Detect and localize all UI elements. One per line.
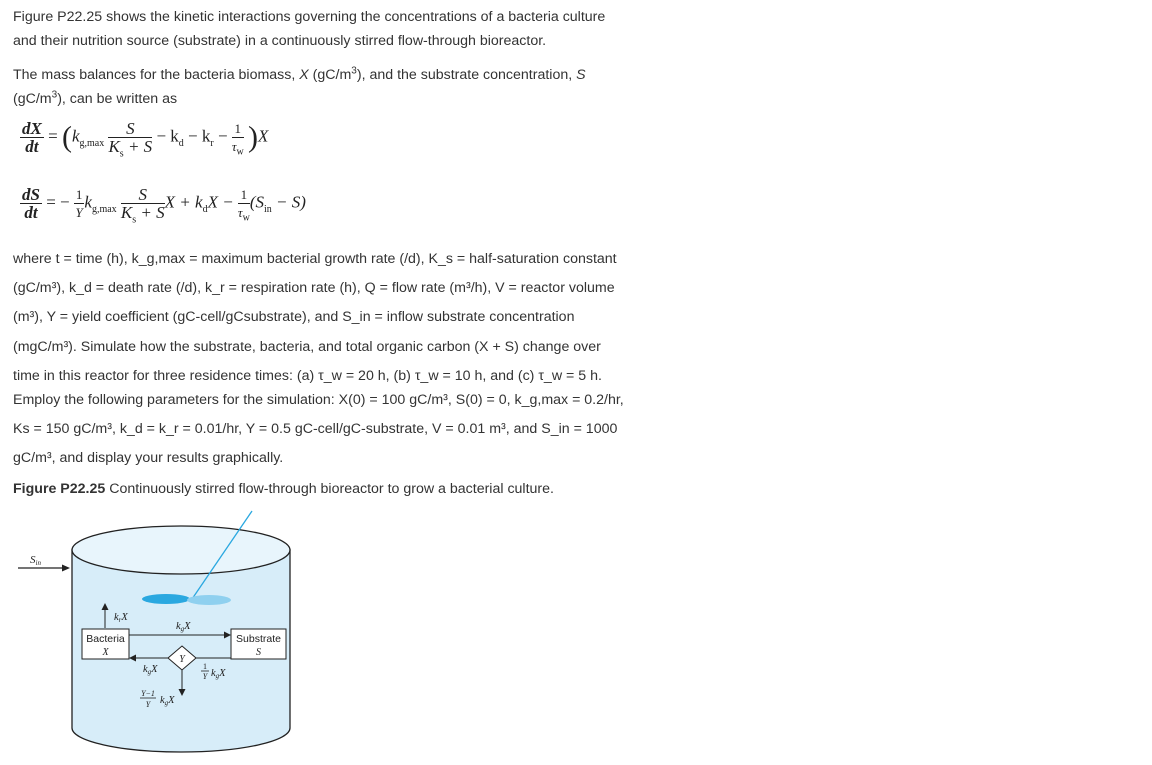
intro-paragraph	[13, 5, 605, 53]
definitions-line-2: (gC/m³), k_d = death rate (/d), k_r = respiration rate (h), Q = flow rate (m³/h), V = reactor volume	[13, 280, 615, 297]
var-x: X	[299, 67, 309, 83]
definitions-line-5: time in this reactor for three residence times: (a) τ_w = 20 h, (b) τ_w = 10 h, and (c) τ_w = 5 h.	[13, 367, 602, 384]
yield-label: Y	[179, 654, 185, 665]
growth-top-label: kgX	[176, 621, 191, 633]
mass-balance-text: The mass balances for the bacteria biomass,	[13, 67, 300, 83]
unit-exp: 3	[351, 65, 357, 77]
bacteria-label: Bacteria	[86, 633, 125, 645]
inflow-arrowhead	[62, 565, 70, 572]
definitions-paragraph	[13, 245, 617, 391]
eq2-tau-fraction: $\frac{1}{\tau_w}$	[237, 187, 250, 224]
definitions-line-4: (mgC/m³). Simulate how the substrate, bacteria, and total organic carbon (X + S) change over	[13, 338, 601, 355]
uptake-frac-num: 1	[203, 662, 207, 671]
can-be-written-text: ), can be written as	[57, 91, 178, 107]
parameters-line-1: Employ the following parameters for the simulation: X(0) = 100 gC/m³, S(0) = 0, k_g,max = 0.2/hr,	[13, 392, 624, 408]
stirrer-blade-light	[187, 595, 231, 605]
unit-exp-2: 3	[51, 89, 58, 101]
inflow-label: Sin	[30, 554, 41, 567]
equation-1: $\frac{dX}{dt}$ = ($k_{g,max}$ $\frac{S}{K_s + S}$ − $k_d - k_r$ − $\frac{1}{\tau_w}$ )X	[22, 119, 269, 160]
unit-text-2: (gC/m	[13, 91, 52, 107]
intro-line-1: Figure P22.25 shows the kinetic interactions governing the concentrations of a bacteria culture	[13, 9, 606, 25]
parameters-paragraph	[13, 386, 624, 474]
mass-balance-text-2: ), and the substrate concentration,	[356, 67, 577, 83]
substrate-label: Substrate	[236, 633, 281, 645]
eq1-minus-kd: − k	[156, 126, 179, 146]
bioreactor-diagram	[0, 500, 420, 765]
eq2-yield-fraction: $\frac{1}{Y}$	[75, 187, 83, 220]
eq1-monod-fraction: $\frac{S}{K_s + S}$	[108, 119, 153, 160]
stirrer-blade-dark	[142, 594, 190, 604]
parameters-line-2: Ks = 150 gC/m³, k_d = k_r = 0.01/hr, Y = 0.5 gC-cell/gC-substrate, V = 0.01 m³, and S_in = 1000	[13, 421, 618, 438]
growth-left-label: kgX	[143, 664, 158, 676]
substrate-var: S	[256, 647, 261, 658]
equation-2: $\frac{dS}{dt}$ = − $\frac{1}{Y}$ $k_{g,max}$ $\frac{S}{K_s + S}$ $X + k_dX$ − $\frac{1}{\tau_w}$ $(S_{in} - S)$	[22, 185, 306, 226]
loss-label: kgX	[160, 695, 175, 707]
bacteria-var: X	[102, 647, 109, 658]
loss-frac-den: Y	[145, 700, 151, 709]
unit-text: (gC/m	[308, 67, 352, 83]
eq1-tau-fraction: $\frac{1}{\tau_w}$	[231, 121, 244, 158]
loss-frac-num: Y−1	[141, 689, 155, 698]
eq2-monod-fraction: $\frac{S}{K_s + S}$	[120, 185, 165, 226]
caption-text: Continuously stirred flow-through bioreactor to grow a bacterial culture.	[105, 481, 554, 497]
uptake-frac-den: Y	[202, 672, 208, 681]
figure-caption	[13, 477, 554, 501]
intro-line-2: and their nutrition source (substrate) in a continuously stirred flow-through bioreactor.	[13, 33, 547, 49]
definitions-line-1: where t = time (h), k_g,max = maximum bacterial growth rate (/d), K_s = half-saturation constant	[13, 251, 617, 267]
eq1-lhs: $\frac{dX}{dt}$	[22, 119, 42, 156]
var-s: S	[576, 67, 586, 83]
uptake-label: kgX	[211, 668, 226, 680]
definitions-line-3: (m³), Y = yield coefficient (gC-cell/gCsubstrate), and S_in = inflow substrate concentration	[13, 309, 575, 326]
eq1-k-sub: g,max	[79, 137, 105, 149]
caption-label: Figure P22.25	[13, 481, 106, 497]
mass-balance-paragraph	[13, 63, 586, 111]
respiration-label: krX	[114, 612, 128, 624]
eq2-lhs: $\frac{dS}{dt}$	[22, 185, 40, 222]
tank-top	[72, 526, 290, 574]
parameters-line-3: gC/m³, and display your results graphically.	[13, 450, 284, 467]
